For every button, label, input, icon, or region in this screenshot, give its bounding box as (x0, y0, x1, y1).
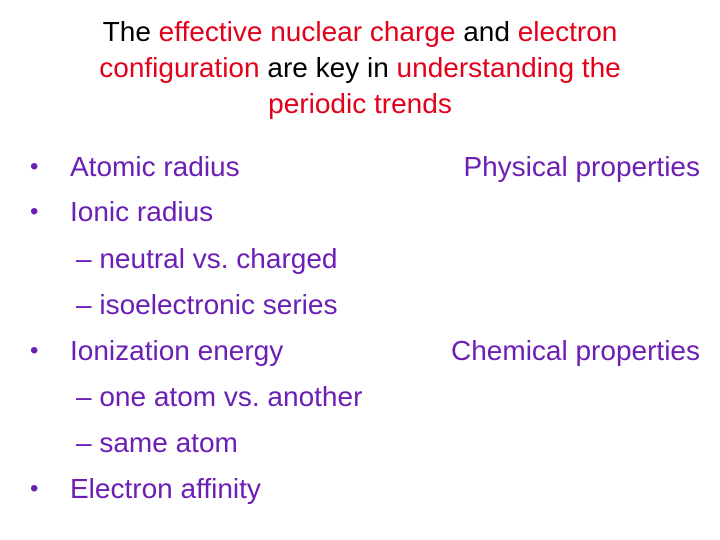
sub-bullet-neutral-vs-charged: – neutral vs. charged (76, 243, 338, 274)
bullet-dot: • (30, 475, 39, 502)
title-highlight-electron: electron (517, 16, 618, 47)
bullet-dot: • (30, 337, 39, 364)
sub-bullet-one-atom-vs-another: – one atom vs. another (76, 381, 363, 412)
title-highlight-effective-nuclear-charge: effective nuclear charge (158, 16, 456, 47)
bullet-dot: • (30, 153, 39, 180)
sub-bullet-isoelectronic-series: – isoelectronic series (76, 289, 338, 320)
title-highlight-periodic-trends: periodic trends (268, 88, 452, 119)
title-highlight-configuration: configuration (99, 52, 260, 83)
title-text-2: and (455, 16, 518, 47)
title-highlight-understanding: understanding the (396, 52, 621, 83)
bullet-ionic-radius: Ionic radius (70, 196, 214, 227)
bullet-electron-affinity: Electron affinity (70, 473, 261, 504)
bullet-dot: • (30, 198, 39, 225)
bullet-atomic-radius: Atomic radius (70, 151, 240, 182)
bullet-ionization-energy: Ionization energy (70, 335, 284, 366)
title-text-1: The (102, 16, 159, 47)
title-text-3: are key in (259, 52, 397, 83)
label-chemical-properties: Chemical properties (451, 335, 700, 366)
sub-bullet-same-atom: – same atom (76, 427, 238, 458)
label-physical-properties: Physical properties (463, 151, 700, 182)
